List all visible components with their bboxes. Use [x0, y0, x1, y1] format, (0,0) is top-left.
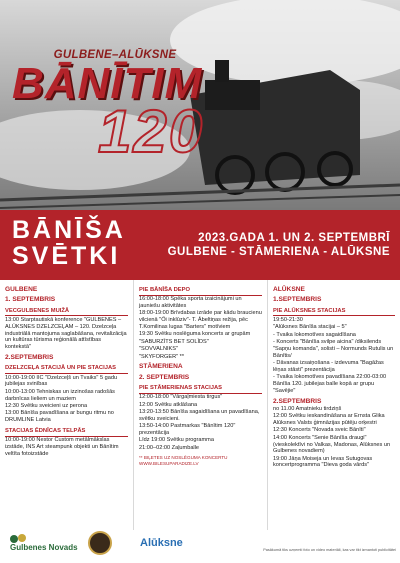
festival-route: GULBENE - STĀMERIENA - ALŪKSNE — [167, 246, 390, 258]
program-line: 21:00–02:00 Zaļumballe — [139, 444, 200, 451]
program-line: 12:30 Koncerts "Novada sveic Bānīti" — [273, 427, 366, 434]
program-line: "Alūksnes Bānīša stacijai – 5" — [273, 324, 347, 331]
section-heading: 2. SEPTEMBRIS — [139, 373, 190, 381]
footnote: Pasākumā tiks uzņemti foto un video materiāli, kas var tikt izmantoti publicitātei — [263, 548, 396, 552]
festival-title-line2: SVĒTKI — [12, 242, 121, 270]
section-heading: GULBENE — [5, 286, 38, 293]
program-line: 12:00-18:00 "Vārgaļmiesta tirgus" — [139, 394, 223, 401]
festival-title — [12, 217, 162, 269]
program-line: no 11.00 Amatnieku tirdziņš — [273, 405, 342, 412]
program-line: - Koncerts "Bānīša svilpe aicina" /diksilends "Sapņu komanda", solisti – Normunds Rutulis un Bānītis/ — [273, 339, 394, 359]
program-line: - Dāvanas izsaiņošana - izdevuma "Bagāžas lēņas stāsti" prezentācija — [273, 360, 384, 373]
program-line: 12:30 Svētku sveicieni uz perona — [5, 402, 88, 409]
program-line: 16:00-18:00 Spēka sporta izaicinājumi un jauniešu aktivitātes — [139, 296, 242, 309]
program-line: 12:00 Svētku ieskandināšana ar Ernsta Glika Alūksnes Valsts ģimnāzijas pūtēju orķestri — [273, 413, 385, 426]
festival-title-line1: BĀNĪŠA — [12, 216, 126, 244]
program-line: 10:00-13:00 Tehniskas un izzinošas radošās darbnīcas lieliem un maziem — [5, 388, 115, 402]
program-line: 12:00 Svētku atklāšana — [139, 401, 198, 408]
program-line: 13:00 Bānīša pavadīšana ar bungu ritmu no DRUMLINE Latvia — [5, 410, 114, 424]
program-line: 14:00 Koncerts "Senie Bānīša draugi" (vieskolektīvi no Valkas, Madonas, Alūksnes un Gulbenes novadiem) — [273, 434, 391, 455]
venue-heading: PIE BĀNĪŠA DEPO — [139, 287, 262, 296]
program-column-aluksne — [268, 280, 400, 530]
program-line: "SABURZĪTS BET SOLĪDS" — [139, 338, 209, 345]
program-column-depo-stameriena — [134, 280, 268, 530]
program-line: Līdz 19:00 Svētku programma — [139, 437, 214, 444]
logo-main-text: BĀNĪTIM — [12, 59, 203, 108]
venue-heading: DZELZCEĻA STACIJĀ UN PIE STACIJAS — [5, 365, 128, 374]
section-heading: 2.SEPTEMBRIS — [273, 397, 322, 405]
anniversary-badge-icon — [88, 531, 112, 555]
program-line: - Tvaika lokomotīves sagaidīšana — [273, 331, 356, 338]
program-line: 19:50-21:30 — [273, 317, 303, 323]
venue-heading: PIE STĀMERIENAS STACIJAS — [139, 385, 262, 394]
program-line: 13:20-13:50 Bānīša sagaidīšana un pavadīšana, svētku sveicieni. — [139, 409, 260, 422]
section-heading: 2.SEPTEMBRIS — [5, 353, 54, 361]
program-line: 19:30 Svētku noslēguma koncerts ar grupām — [139, 331, 251, 338]
hero-image — [0, 0, 400, 210]
program-line: 19:00 Jāņa Moiseja un Ievas Sutugovas koncertprogramma "Dieva goda vārds" — [273, 455, 373, 469]
program-line: "SOVVALNIKS" — [139, 346, 178, 353]
section-heading: 1.SEPTEMBRIS — [273, 296, 322, 304]
section-heading: 1. SEPTEMBRIS — [5, 296, 56, 304]
venue-heading: PIE ALŪKSNES STACIJAS — [273, 308, 395, 317]
program-line: - Tvaika lokomotīves pavadīšana 22:00-03:00 Bānīša 120. jubilejas balle kopā ar grupu "Savējie" — [273, 374, 387, 394]
venue-heading: STACIJAS ĒDNĪCAS TELPĀS — [5, 428, 128, 437]
aluksne-logo-text: Alūksne — [140, 537, 183, 549]
program-line: 18:00-19:00 Brīvdabas izrāde par kādu braucienu vilcienā "Ői inklūziv"- T. Ābeltiņas režija, pēc T.Komilinas lugas "Barters" motīviem — [139, 310, 262, 330]
program-column-gulbene — [0, 280, 134, 530]
program-line: ** BIĻETES UZ NOSLĒGUMA KONCERTU WWW.BILESUPARADIZE.LV — [139, 454, 228, 467]
festival-date: 2023.GADA 1. UN 2. SEPTEMBRĪ — [198, 232, 390, 244]
section-heading: ALŪKSNE — [273, 286, 305, 293]
gulbene-logo-text: Gulbenes Novads — [10, 543, 78, 552]
program-line: 13:00 Starptautiskā konference "GULBENES – ALŪKSNES DZELZCEĻAM – 120. Dzelzceļa industriālā mantojuma saglabāšana, revitalizācija un kultūras tūrisma reģionālā attīstības kontekstā" — [5, 317, 127, 351]
program-line: 10:00-19:00 Nestor Custom metālmākslas izstāde, INS Art steampunk objekti un Bānītim veltīta fotoizstāde — [5, 437, 119, 457]
program-line: 10:00-19:00 IIC "Dzelzceļš un Tvaiks" 5 gadu jubilejas svinības — [5, 374, 118, 388]
section-heading: STĀMERIENA — [139, 363, 183, 371]
program-line: 13:50-14:00 Pastmarkas "Bānītim 120" prezentācija — [139, 423, 236, 437]
logo-subtitle: GULBENE–ALŪKSNE — [53, 49, 177, 61]
venue-heading: VECGULBENES MUIŽĀ — [5, 308, 128, 317]
logo-number: 120 — [98, 98, 205, 165]
program-line: "SKYFORGER" ** — [139, 353, 185, 360]
